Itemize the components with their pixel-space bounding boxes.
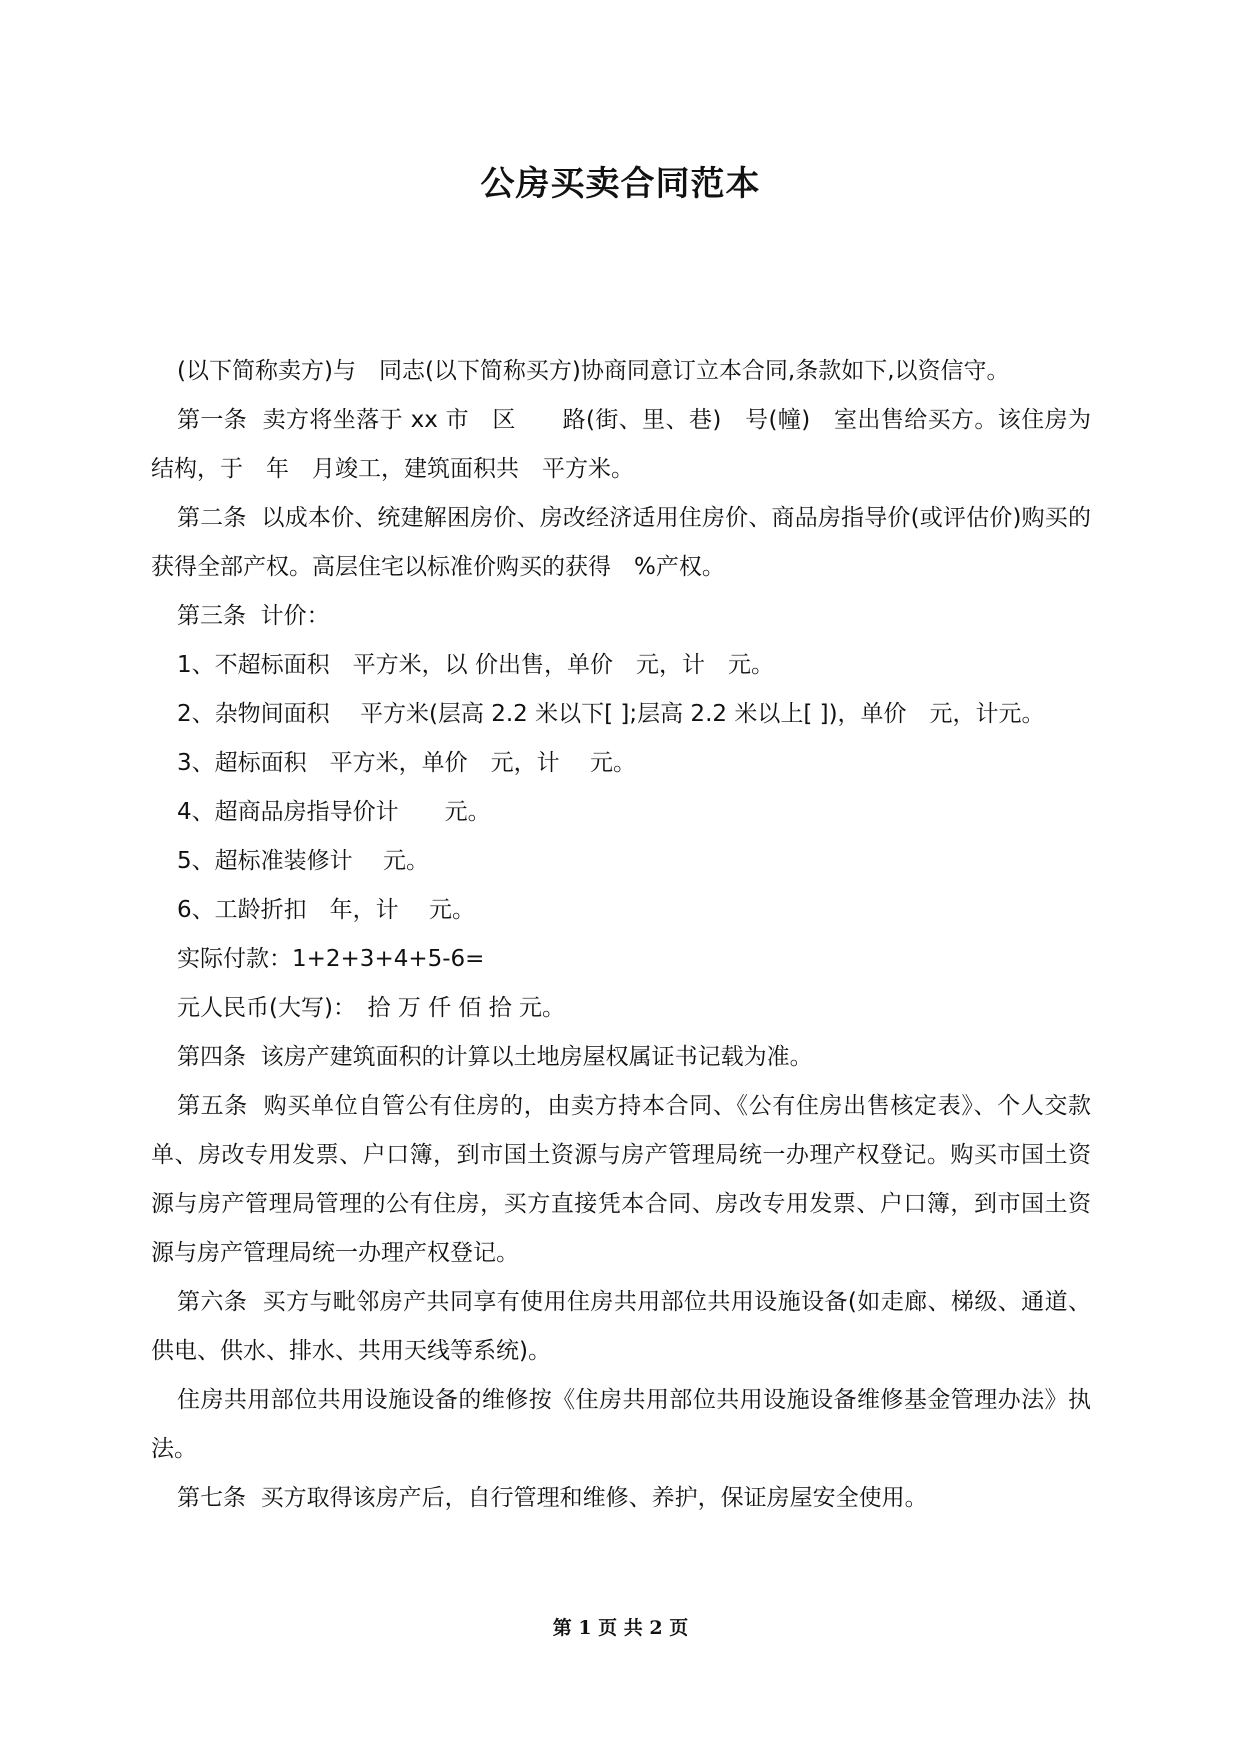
paragraph: 第六条 买方与毗邻房产共同享有使用住房共用部位共用设施设备(如走廊、梯级、通道、供电、供水、排水、共用天线等系统)。 — [151, 1289, 1091, 1364]
document-body — [151, 347, 1114, 1523]
paragraph: 第二条 以成本价、统建解困房价、房改经济适用住房价、商品房指导价(或评估价)购买的获得全部产权。高层住宅以标准价购买的获得 %产权。 — [151, 505, 1091, 580]
paragraph: 元人民币(大写)： 拾 万 仟 佰 拾 元。 — [177, 995, 566, 1021]
paragraph: 第七条 买方取得该房产后，自行管理和维修、养护，保证房屋安全使用。 — [177, 1485, 928, 1511]
paragraph: 第五条 购买单位自管公有住房的，由卖方持本合同、《公有住房出售核定表》、个人交款单、房改专用发票、户口簿，到市国土资源与房产管理局统一办理产权登记。购买市国土资源与房产管理局管理的公有住房，买方直接凭本合同、房改专用发票、户口簿，到市国土资源与房产管理局统一办理产权登记。 — [151, 1093, 1091, 1266]
paragraph: 5、超标准装修计 元。 — [177, 848, 429, 874]
paragraph: 实际付款：1+2+3+4+5-6= — [177, 946, 485, 972]
paragraph: 第四条 该房产建筑面积的计算以土地房屋权属证书记载为准。 — [177, 1044, 813, 1070]
paragraph: 6、工龄折扣 年，计 元。 — [177, 897, 475, 923]
paragraph: 住房共用部位共用设施设备的维修按《住房共用部位共用设施设备维修基金管理办法》执法。 — [151, 1387, 1091, 1462]
paragraph: 第三条 计价： — [177, 603, 330, 629]
page-number-footer: 第 1 页 共 2 页 — [552, 1617, 689, 1639]
paragraph: (以下简称卖方)与 同志(以下简称买方)协商同意订立本合同,条款如下,以资信守。 — [177, 358, 1010, 384]
paragraph: 1、不超标面积 平方米，以 价出售，单价 元，计 元。 — [177, 652, 774, 678]
paragraph: 4、超商品房指导价计 元。 — [177, 799, 491, 825]
paragraph: 3、超标面积 平方米，单价 元，计 元。 — [177, 750, 636, 776]
document-title: 公房买卖合同范本 — [480, 164, 761, 204]
paragraph: 2、杂物间面积 平方米(层高 2.2 米以下[ ];层高 2.2 米以上[ ])，单价 元，计元。 — [177, 701, 1045, 727]
paragraph: 第一条 卖方将坐落于 xx 市 区 路(街、里、巷) 号(幢) 室出售给买方。该住房为 结构，于 年 月竣工，建筑面积共 平方米。 — [151, 407, 1114, 482]
